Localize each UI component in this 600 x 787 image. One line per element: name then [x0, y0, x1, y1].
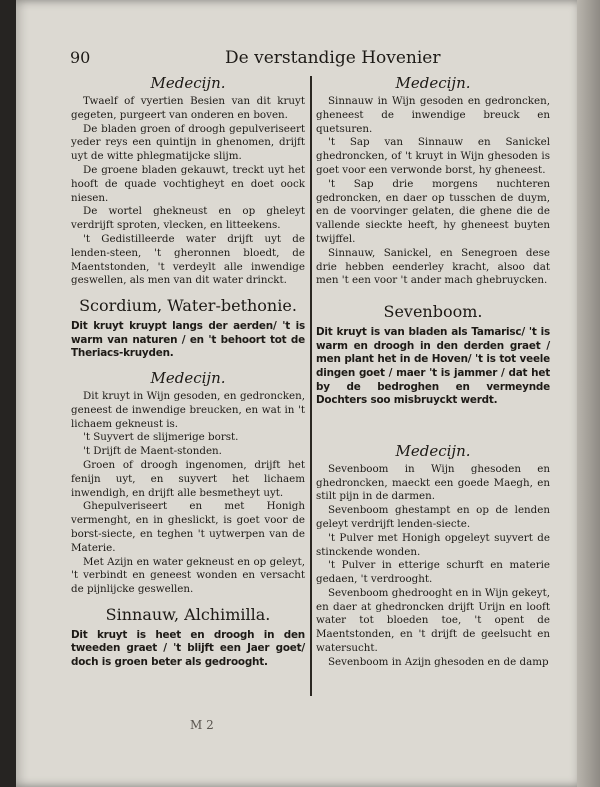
- paragraph: 't Sap drie morgens nuchteren gedroncken, en daer op tusschen de duym, en de voorvinger gelaten, die ghene die de vallende sieckte heeft, hy gheneest buyten twijffel.: [316, 177, 550, 245]
- paragraph: Dit kruyt in Wijn gesoden, en gedroncken, geneest de inwendige breucken, en wat in 't lichaem gekneust is.: [71, 389, 305, 430]
- paragraph: Twaelf of vyertien Besien van dit kruyt gegeten, purgeert van onderen en boven.: [71, 95, 305, 121]
- page-header: [70, 48, 548, 72]
- page-number: 90: [70, 48, 91, 67]
- paragraph: Sinnauw, Sanickel, en Senegroen dese drie hebben eenderley kracht, alsoo dat men 't een voor 't ander mach ghebruycken.: [316, 246, 550, 287]
- paragraph: Met Azijn en water gekneust en op geleyt, 't verbindt en geneest wonden en versacht de pijnlijcke geswellen.: [71, 555, 305, 596]
- plant-description: Dit kruyt kruypt langs der aerden/ 't is warm van naturen / en 't behoort tot de Theriacs-kruyden.: [71, 320, 305, 360]
- next-page-edge: [577, 0, 600, 787]
- paragraph: De groene bladen gekauwt, treckt uyt het hooft de quade vochtigheyt en doet oock niesen.: [71, 163, 305, 204]
- paragraph: 't Sap van Sinnauw en Sanickel ghedroncken, of 't kruyt in Wijn ghesoden is goet voor een verwonde borst, hy gheneest.: [316, 136, 550, 176]
- paragraph: Sinnauw in Wijn gesoden en gedroncken, gheneest de inwendige breuck en quetsuren.: [316, 95, 550, 135]
- right-column: [316, 74, 550, 670]
- paragraph: 't Gedistilleerde water drijft uyt de lenden-steen, 't gheronnen bloedt, de Maentstonden, 't verdeylt alle inwendige geswellen, als men van dit water drinckt.: [71, 232, 305, 287]
- paragraph: 't Pulver in etterige schurft en materie gedaen, 't verdrooght.: [316, 559, 550, 586]
- plant-description: Dit kruyt is heet en droogh in den tweeden graet / 't blijft een Jaer goet/ doch is groen beter als gedrooght.: [71, 628, 305, 669]
- paragraph: Groen of droogh ingenomen, drijft het fenijn uyt, en suyvert het lichaem inwendigh, en drijft alle besmetheyt uyt.: [71, 458, 305, 499]
- section-heading: Medecijn.: [150, 368, 226, 387]
- section-heading: Medecijn.: [395, 441, 471, 460]
- running-title: De verstandige Hovenier: [225, 48, 441, 68]
- plant-title: Sevenboom.: [383, 302, 483, 322]
- section-heading: Medecijn.: [150, 74, 226, 92]
- paragraph: 't Pulver met Honigh opgeleyt suyvert de stinckende wonden.: [316, 531, 550, 558]
- paragraph: Sevenboom in Azijn ghesoden en de damp: [328, 655, 549, 668]
- column-divider: [310, 76, 312, 696]
- paragraph: Ghepulveriseert en met Honigh vermenght, en in gheslickt, is goet voor de borst-siecte, en teghen 't uytwerpen van de Materie.: [71, 500, 305, 554]
- paragraph: Sevenboom ghestampt en op de lenden geleyt verdrijft lenden-siecte.: [316, 504, 550, 530]
- paragraph: Sevenboom in Wijn ghesoden en ghedroncken, maeckt een goede Maegh, en stilt pijn in de darmen.: [316, 462, 550, 503]
- plant-title: Sinnauw, Alchimilla.: [105, 604, 271, 624]
- paragraph: Sevenboom ghedrooght en in Wijn gekeyt, en daer at ghedroncken drijft Urijn en looft water tot bloeden toe, 't opent de Maentstonden, en 't drijft de geelsucht en watersucht.: [316, 586, 550, 655]
- paragraph: 't Suyvert de slijmerige borst.: [83, 431, 239, 444]
- plant-title: Scordium, Water-bethonie.: [79, 296, 297, 316]
- paragraph: 't Drijft de Maent-stonden.: [83, 445, 222, 458]
- paragraph: De wortel ghekneust en op gheleyt verdrijft sproten, vlecken, en litteekens.: [71, 205, 305, 232]
- signature-mark: M 2: [190, 718, 214, 732]
- section-heading: Medecijn.: [395, 74, 471, 92]
- left-column: [71, 74, 305, 670]
- plant-description: Dit kruyt is van bladen als Tamarisc/ 't is warm en droogh in den derden graet / men plant het in de Hoven/ 't is tot veele dingen goet / maer 't is jammer / dat het by de bedroghen en vermeynde Dochters soo misbruyckt werdt.: [316, 326, 550, 407]
- paragraph: De bladen groen of droogh gepulveriseert yeder reys een quintijn in ghenomen, drijft uyt de witte phlegmatijcke slijm.: [71, 122, 305, 163]
